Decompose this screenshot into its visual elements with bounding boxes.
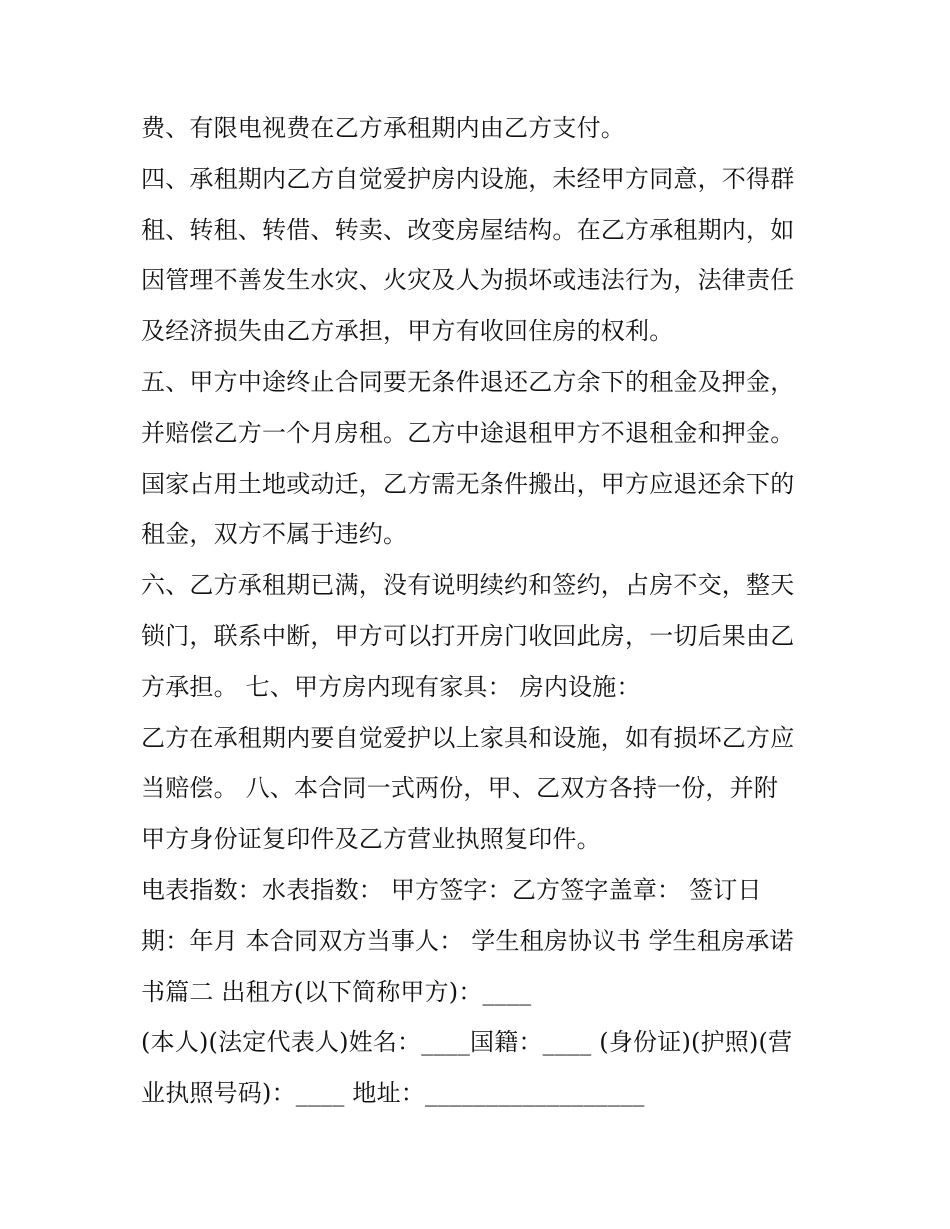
text-line-2: 四、承租期内乙方自觉爱护房内设施，未经甲方同意，不得群 (141, 164, 795, 193)
text-line-14: 当赔偿。 八、本合同一式两份，甲、乙双方各持一份，并附 (141, 774, 779, 803)
text-line-13: 乙方在承租期内要自觉爱护以上家具和设施，如有损坏乙方应 (141, 723, 795, 752)
text-line-7: 并赔偿乙方一个月房租。乙方中途退租甲方不退租金和押金。 (141, 418, 795, 447)
text-line-19: (本人)(法定代表人)姓名：____国籍：____ (身份证)(护照)(营 (141, 1028, 793, 1057)
text-line-1: 费、有限电视费在乙方承租期内由乙方支付。 (141, 114, 625, 142)
text-line-10: 六、乙方承租期已满，没有说明续约和签约，占房不交，整天 (141, 571, 795, 600)
text-line-15: 甲方身份证复印件及乙方营业执照复印件。 (141, 825, 601, 854)
text-line-11: 锁门，联系中断，甲方可以打开房门收回此房，一切后果由乙 (141, 621, 795, 650)
text-line-4: 因管理不善发生水灾、火灾及人为损坏或违法行为，法律责任 (141, 266, 795, 295)
text-line-16: 电表指数：水表指数： 甲方签字：乙方签字盖章： 签订日 (141, 875, 762, 904)
text-line-20: 业执照号码)：____ 地址：__________________ (141, 1079, 645, 1108)
text-line-12: 方承担。 七、甲方房内现有家具： 房内设施： (141, 672, 641, 701)
contract-text-body (141, 108, 821, 1124)
text-line-3: 租、转租、转借、转卖、改变房屋结构。在乙方承租期内，如 (141, 215, 795, 244)
text-line-9: 租金，双方不属于违约。 (141, 520, 408, 549)
text-line-6: 五、甲方中途终止合同要无条件退还乙方余下的租金及押金， (141, 367, 795, 396)
text-line-18: 书篇二 出租方(以下简称甲方)：____ (141, 977, 532, 1006)
text-line-5: 及经济损失由乙方承担，甲方有收回住房的权利。 (141, 317, 674, 346)
text-line-8: 国家占用土地或动迁，乙方需无条件搬出，甲方应退还余下的 (141, 469, 795, 498)
text-line-17: 期：年月 本合同双方当事人： 学生租房协议书 学生租房承诺 (141, 926, 794, 955)
